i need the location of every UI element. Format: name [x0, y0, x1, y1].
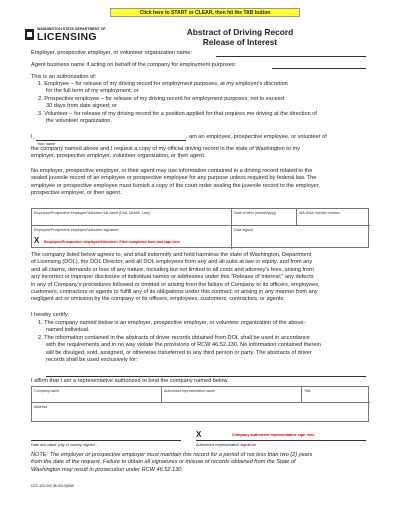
company-name-label: Company name [34, 389, 60, 393]
title-line-2: Release of Interest [202, 37, 278, 47]
juvenile-record-paragraph [31, 168, 320, 198]
dob-cell[interactable] [232, 209, 297, 226]
paragraph-line: and all claims, demands or loss of any nature, including but not limited to all costs and attorney's fees, arising from [31, 266, 314, 273]
paragraph-line: negligent act or omission by the company or its officers, employees, customers, contractors, or agents. [31, 296, 285, 303]
signature-cell[interactable] [32, 226, 232, 249]
note-line: from the date of the request. Failure to obtain all signatures or misuse of records obtained from the State of [31, 459, 296, 466]
agent-name-field[interactable] [272, 62, 366, 69]
indemnity-paragraph [31, 252, 320, 304]
statement-line-2: the company named above and I request a copy of my official driving record in the state of Washington to my [31, 146, 300, 152]
authorization-line: the volunteer organization. [46, 118, 112, 125]
license-label: WA driver license number [299, 211, 340, 215]
full-name-cell[interactable] [32, 209, 232, 226]
title-label: Title [304, 389, 311, 393]
certify-line: will be divulged, sold, assigned, or otherwise transferred to any third person or party. The abstracts of driver [46, 349, 312, 356]
records-usage-field[interactable] [46, 370, 366, 377]
dob-label: Date of birth (mm/dd/yyyy) [234, 211, 277, 215]
note-line: NOTE: The employer or prospective employer must maintain this record for a period of not less than two (2) years [31, 452, 313, 458]
certify-line: 2. The information contained in the abstracts of driver records obtained from DOL shall be used in accordance [38, 334, 310, 341]
affirm-statement: I affirm that I am a representative authorized to bind the company named below. [31, 378, 229, 384]
start-clear-button[interactable]: Click here to START or CLEAR, then hit the TAB button [110, 8, 300, 17]
address-label: Address [34, 405, 48, 409]
license-cell[interactable] [297, 209, 370, 226]
company-name-cell[interactable] [32, 387, 162, 403]
paragraph-line: No employer, prospective employer, or their agent may use information contained in a driving record related to the [31, 168, 313, 174]
dol-logo [24, 27, 106, 45]
agency-name: WASHINGTON STATE DEPARTMENT OF [37, 27, 106, 31]
authorization-line: for the full term of my employment; or [46, 88, 139, 95]
signature-instruction: Employee/Prospective employee/Volunteer: Print completed form and sign here [44, 240, 180, 244]
paragraph-line: customers, contractors or agents to fulfill any of its obligations under this contract; or arising in any manner from any [31, 289, 318, 296]
employee-info-table [31, 208, 369, 248]
certify-line: with the requirements and in no way violate the provisions of RCW 46.52.130. No information contained therein [46, 342, 321, 349]
form-code: DSC-420-000 (R/10/13)WAE [31, 484, 75, 488]
certify-heading: I hereby certify: [31, 312, 70, 318]
signature-x-mark: X [34, 236, 40, 245]
certify-list [38, 320, 321, 364]
authorization-line: 2. Prospective employee – for release of my driving record for employment purposes, not to exceed [38, 95, 284, 102]
signature-label: Employee/Prospective employee/Volunteer signature [34, 228, 119, 232]
authorization-line: 1. Employee – for release of my driving record for employment purposes, at my employer's discretion [38, 81, 288, 87]
address-cell[interactable] [32, 403, 370, 423]
paragraph-line: employee or prospective employee must furnish a copy of the court order sealing the juvenile record to the employer, [31, 182, 320, 189]
retention-note [31, 452, 312, 474]
employer-name-field[interactable] [216, 50, 366, 57]
certify-line: named individual. [46, 327, 90, 334]
licensing-wordmark: LICENSING [37, 31, 97, 43]
statement-line-3: employer, prospective employer, volunteer organization, or their agent. [31, 153, 206, 159]
rep-signature-label: Authorized representative signature [196, 443, 256, 447]
certify-line: 1. The company named below is an employer, prospective employer, or volunteer organization of the above- [38, 320, 306, 326]
date-signed-label: Date signed [234, 228, 254, 232]
your-name-field[interactable] [36, 134, 186, 141]
note-line: Washington may result in prosecution under RCW 46.52.130. [31, 466, 183, 473]
agent-name-label: Agent business name if acting on behalf of the company for employment purposes: [31, 62, 237, 68]
paragraph-line: The company listed below agrees to, and shall indemnify and hold harmless the state of Washington, Department [31, 252, 312, 258]
date-place-label: Date and place (city or county) signed - [31, 443, 98, 447]
rep-signature-field[interactable] [196, 434, 366, 441]
your-name-caption: Your name [37, 142, 56, 146]
title-line-1: Abstract of Driving Record [186, 27, 294, 37]
date-place-field[interactable] [31, 434, 181, 441]
form-title [150, 27, 330, 47]
rep-signature-x-mark: X [196, 430, 202, 439]
authorization-list [38, 81, 317, 125]
statement-suffix: , am an employee, prospective employee, or volunteer of [186, 134, 327, 140]
paragraph-line: in any of Company's procedures followed or omitted or arising from the failure of Company or its officers, employees, [31, 281, 320, 288]
paragraph-line: any incorrect or improper disclosure of individual names or addresses under this "Release of Interest;" any defects [31, 274, 314, 281]
authorization-intro: This is an authorization of: [31, 74, 97, 80]
authorization-line: 3. Volunteer – for release of my driving record for a position applied for that requires me driving at the direction of [38, 110, 317, 117]
title-cell[interactable] [302, 387, 370, 403]
rep-name-cell[interactable] [162, 387, 302, 403]
date-signed-cell[interactable] [232, 226, 370, 249]
washington-state-icon [24, 28, 35, 41]
statement-prefix: I, [31, 134, 35, 140]
company-sign-instruction: Company authorized representative sign here [232, 433, 315, 437]
company-info-table [31, 386, 369, 422]
paragraph-line: prospective employer, or their agent. [31, 190, 122, 197]
paragraph-line: of Licensing (DOL), the DOL Director, and all DOL employees from any and all suits at law or equity, and from any [31, 259, 313, 266]
certify-line: records shall be used exclusively for: [46, 357, 138, 364]
rep-name-label: Authorized representative name [164, 389, 215, 393]
full-name-label: Employee/Prospective employee/Volunteer full name (First, Middle, Last) [34, 211, 150, 215]
authorization-line: 30 days from date signed; or [46, 103, 117, 110]
paragraph-line: sealed juvenile record of an employee or prospective employee for any purpose unless required by federal law. The [31, 175, 317, 182]
employer-name-label: Employer, prospective employer, or volunteer organization name: [31, 50, 193, 56]
